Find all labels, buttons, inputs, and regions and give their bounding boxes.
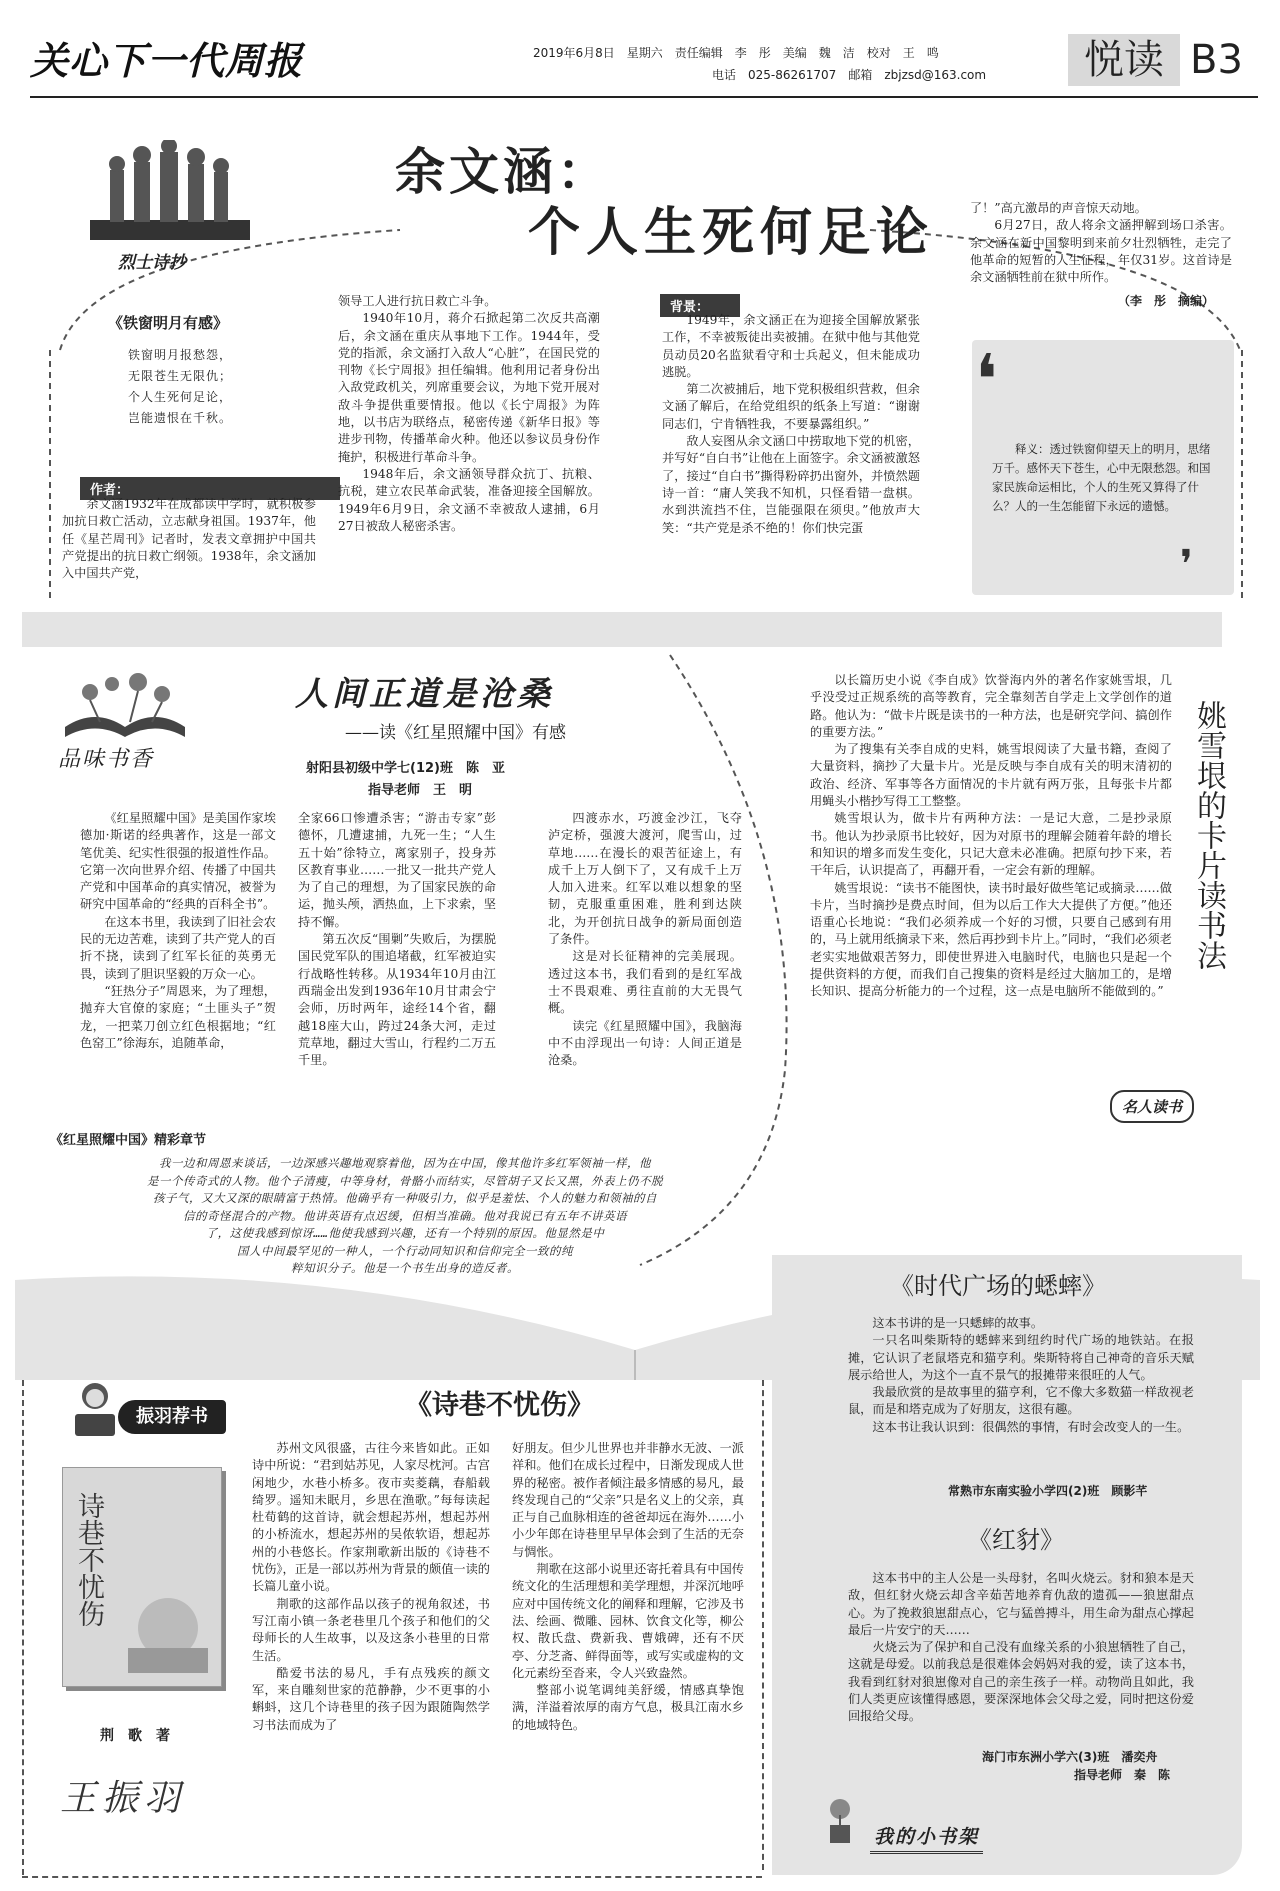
middle-headline: 人间正道是沧桑	[295, 674, 554, 713]
poem-body	[100, 345, 260, 429]
date-line: 2019年6月8日 星期六 责任编辑 李 彤 美编 魏 洁 校对 王 鸣	[533, 46, 939, 60]
excerpt-line: 国人中间最罕见的一种人，一个行动同知识和信仰完全一致的纯	[237, 1243, 573, 1258]
paragraph: “狂热分子”周恩来，为了理想，抛弃大官僚的家庭；“土匪头子”贺龙，一把菜刀创立红色根据地；“红色窑工”徐海东，追随革命，	[80, 983, 276, 1050]
poem-line: 岂能遗恨在千秋。	[127, 411, 232, 425]
paragraph: 以长篇历史小说《李自成》饮誉海内外的著名作家姚雪垠，几乎没受过正规系统的高等教育，完全靠刻苦自学走上文学创作的道路。他认为：“做卡片既是读书的一种方法，也是研究学问、搞创作的重要方法。”	[810, 673, 1172, 739]
paragraph: 四渡赤水，巧渡金沙江，飞夺泸定桥，强渡大渡河，爬雪山，过草地……在漫长的艰苦征途上，有成千上万人倒下了，又有成千上万人加入进来。红军以难以想象的坚韧，克服重重困难，胜利到达陕北，为开创抗日战争的新局面创造了条件。	[548, 811, 742, 947]
my-bookshelf-label: 我的小书架	[870, 1822, 983, 1854]
excerpt-text	[60, 1155, 750, 1278]
plant-illustration	[820, 1795, 860, 1845]
column-label-reading: 品味书香	[58, 747, 155, 772]
poem-line: 无限苍生无限仇；	[127, 369, 232, 383]
excerpt-line: 了，这使我感到惊讶……他使我感到兴趣，还有一个特别的原因。他显然是中	[205, 1226, 605, 1240]
excerpt-line: 孩子气，又大又深的眼睛富于热情。他确乎有一种吸引力，似乎是羞怯、个人的魅力和领袖的自	[153, 1191, 657, 1205]
paragraph: 好朋友。但少儿世界也并非静水无波、一派祥和。他们在成长过程中，日渐发现成人世界的秘密。被作者倾注最多情感的易凡，最终发现自己的“父亲”只是名义上的父亲，真正与自己血脉相连的爸爸却远在海外……小小少年郎在诗巷里早早体会到了生活的无奈与惆怅。	[512, 1441, 744, 1559]
excerpt-line: 是一个传奇式的人物。他个子清瘦，中等身材，骨骼小而结实，尽管胡子又长又黑，外表上仍不脱	[147, 1173, 663, 1188]
paragraph: 第五次反“围剿”失败后，为摆脱国民党军队的围追堵截，红军被迫实行战略性转移。从1934年10月由江西瑞金出发到1936年10月甘肃会宁会师，历时两年，途经14个省，翻越18座大山，跨过24条大河，走过荒草地，翻过大雪山，行程约二万五千里。	[298, 932, 496, 1068]
book1-credit: 常熟市东南实验小学四(2)班 顾影芊	[948, 1484, 1148, 1498]
bottom-headline: 《诗巷不忧伤》	[405, 1390, 594, 1421]
bottom-col2	[512, 1440, 744, 1734]
excerpt-line: 粹知识分子。他是一个书生出身的造反者。	[291, 1261, 519, 1275]
author-text	[62, 496, 316, 582]
book2-title: 《红豺》	[968, 1526, 1064, 1554]
paragraph: 领导工人进行抗日救亡斗争。	[338, 294, 497, 308]
paragraph: 姚雪垠认为，做卡片有两种方法：一是记大意，二是抄录原书。他认为抄录原书比较好，因为对原书的理解会随着年龄的增长和知识的增多而发生变化，只记大意未必准确。把原句抄下来，若干年后，认识提高了，再翻开看，一定会有新的理解。	[810, 811, 1172, 878]
reader-girl-illustration	[65, 1380, 125, 1440]
book2-teacher: 指导老师 秦 陈	[1074, 1768, 1171, 1782]
teacher-line: 指导老师 王 明	[368, 783, 473, 798]
book-author: 荆 歌 著	[100, 1728, 170, 1744]
excerpt-line: 信的奇怪混合的产物。他讲英语有点迟缓，但相当准确。他对我说已有五年不讲英语	[183, 1208, 627, 1223]
author-paragraph: 余文涵1932年在成都读中学时，就积极参加抗日救亡活动，立志献身祖国。1937年，他任《星芒周刊》记者时，发表文章拥护中国共产党提出的抗日救亡纲领。1938年，余文涵加入中国共产党，	[62, 497, 316, 581]
paragraph: 酷爱书法的易凡，手有点残疾的颜文军，来自雕刻世家的范静静，少不更事的小蝌蚪，这几个诗巷里的孩子因为跟随陶然学习书法而成为了	[252, 1665, 490, 1732]
book-illustration	[60, 672, 190, 742]
page-number: B3	[1190, 37, 1243, 83]
paragraph: 了！”高亢激昂的声音惊天动地。	[970, 201, 1147, 215]
contact-line: 电话 025-86261707 邮箱 zbjzsd@163.com	[712, 68, 987, 82]
paragraph: 读完《红星照耀中国》，我脑海中不由浮现出一句诗：人间正道是沧桑。	[548, 1018, 742, 1068]
poem-line: 铁窗明月报愁怨，	[127, 348, 232, 362]
paragraph: 6月27日，敌人将余文涵押解到场口杀害。余文涵在新中国黎明到来前夕壮烈牺牲，走完了他革命的短暂的人生征程，年仅31岁。这首诗是余文涵牺牲前在狱中所作。	[970, 218, 1232, 285]
column-label-recommend: 振羽荐书	[118, 1400, 226, 1434]
poem-title: 《铁窗明月有感》	[108, 314, 229, 332]
section-name: 悦读	[1068, 34, 1180, 86]
masthead-rule	[30, 96, 1258, 98]
paragraph: 全家66口惨遭杀害；“游击专家”彭德怀，几遭逮捕，九死一生；“人生五十始”徐特立，离家别子，投身苏区教育事业……一批又一批共产党人为了自己的理想，为了国家民族的命运，抛头颅，洒热血，上下求索，坚持不懈。	[298, 811, 496, 929]
middle-right-article	[810, 672, 1172, 1001]
open-quote-icon: ❛	[975, 339, 998, 421]
bottom-col1	[252, 1440, 490, 1734]
middle-subtitle: ——读《红星照耀中国》有感	[345, 723, 566, 743]
paragraph: 这本书讲的是一只蟋蟀的故事。	[872, 1316, 1044, 1330]
famous-reading-label: 名人读书	[1110, 1090, 1194, 1123]
excerpt-line: 我一边和周恩来谈话，一边深感兴趣地观察着他，因为在中国，像其他许多红军领袖一样，他	[159, 1156, 651, 1170]
paragraph: 火烧云为了保护和自己没有血缘关系的小狼崽牺牲了自己，这就是母爱。以前我总是很难体会妈妈对我的爱，读了这本书，我看到红豺对狼崽像对自己的亲生孩子一样。动物尚且如此，我们人类更应该懂得感恩，要深深地体会父母之爱，同时把这份爱回报给父母。	[848, 1640, 1194, 1724]
middle-col1	[80, 810, 276, 1052]
paragraph: 我最欣赏的是故事里的猫亨利，它不像大多数猫一样敌视老鼠，而是和塔克成为了好朋友，这很有趣。	[848, 1385, 1194, 1417]
paragraph: 1940年10月，蒋介石掀起第二次反共高潮后，余文涵在重庆从事地下工作。1944年，受党的指派，余文涵打入敌人“心脏”，在国民党的刊物《长宁周报》担任编辑。他利用记者身份出入敌党政机关，列席重要会议，为地下党开展对敌斗争提供重要情报。他以《长宁周报》为阵地，以书店为联络点，秘密传递《新华日报》等进步刊物，传播革命火种。他还以参议员身份作掩护，积极进行革命斗争。	[338, 311, 600, 464]
book1-title: 《时代广场的蟋蟀》	[890, 1272, 1106, 1300]
newspaper-logo: 关心下一代周报	[30, 38, 304, 83]
middle-col2	[298, 810, 496, 1069]
paragraph: 姚雪垠说：“读书不能图快，读书时最好做些笔记或摘录……做卡片，当时摘抄是费点时间，但为以后工作大大提供了方便。”他还语重心长地说：“我们必须养成一个好的习惯，只要自己感到有用的，马上就用纸摘录下来，然后再抄到卡片上。”同时，“我们必须老老实实地做艰苦努力，即使世界进入电脑时代，电脑也只是起一个提供资料的方便，而我们自己搜集的资料是经过大脑加工的，是增长知识、提高分析能力的一个过程，这一点是电脑所不能做到的。”	[810, 880, 1172, 999]
bottom-left-frame	[22, 1380, 24, 1875]
paragraph: 这是对长征精神的完美展现。透过这本书，我们看到的是红军战士不畏艰难、勇往直前的大无畏气概。	[548, 949, 742, 1016]
paragraph: 1949年，余文涵正在为迎接全国解放紧张工作，不幸被叛徒出卖被捕。在狱中他与其他党员动员20名监狱看守和士兵起义，但未能成功逃脱。	[662, 313, 920, 379]
paragraph: 这本书让我认识到：很偶然的事情，有时会改变人的一生。	[872, 1419, 1190, 1434]
excerpt-title: 《红星照耀中国》精彩章节	[50, 1133, 207, 1148]
school-line: 射阳县初级中学七(12)班 陈 亚	[306, 761, 505, 776]
author-tag: 作者：	[80, 477, 340, 500]
paragraph: 苏州文风很盛，古往今来皆如此。正如诗中所说：“君到姑苏见，人家尽枕河。古宫闲地少，水巷小桥多。夜市卖菱藕，春船载绮罗。遥知未眠月，乡思在渔歌。”每每读起杜荀鹤的这首诗，就会想起苏州，想起苏州的小桥流水，想起苏州的吴侬软语，想起苏州的小巷悠长。作家荆歌新出版的《诗巷不忧伤》，正是一部以苏州为背景的颇值一读的长篇儿童小说。	[252, 1441, 490, 1594]
paragraph: 《红星照耀中国》是美国作家埃德加·斯诺的经典著作，这是一部文笔优美、纪实性很强的报道性作品。它第一次向世界介绍、传播了中国共产党和中国革命的真实情况，被誉为研究中国革命的“经典的百科全书”。	[80, 811, 276, 912]
paragraph: 整部小说笔调纯美舒缓，情感真挚饱满，洋溢着浓厚的南方气息，极具江南水乡的地域特色。	[512, 1683, 744, 1732]
book2-text	[848, 1570, 1194, 1726]
note-text: 释义：透过铁窗仰望天上的明月，思绪万千。感怀天下苍生，心中无限愁怨。和国家民族命运相比，个人的生死又算得了什么？人的一生怎能留下永远的遗憾。	[992, 442, 1211, 513]
paragraph: 这本书中的主人公是一头母豺，名叫火烧云。豺和狼本是天敌，但红豺火烧云却含辛茹苦地养育仇敌的遗孤——狼崽甜点心。为了挽救狼崽甜点心，它与猛兽搏斗，用生命为甜点心撑起最后一片安宁的天……	[848, 1571, 1194, 1637]
paragraph: 敌人妄图从余文涵口中捞取地下党的机密，并写好“自白书”让他在上面签字。余文涵被激怒了，接过“自白书”撕得粉碎扔出窗外，并愤然题诗一首：“庸人笑我不知机，只怪看错一盘棋。水到洪流挡不住，岂能强限在须臾。”他放声大笑：“共产党是杀不绝的！你们快完蛋	[662, 434, 920, 535]
bottom-frame-line	[22, 1876, 762, 1878]
book-cover-title: 诗巷不忧伤	[73, 1492, 104, 1627]
paragraph: 荆歌的这部作品以孩子的视角叙述，书写江南小镇一条老巷里几个孩子和他们的父母师长的人生故事，以及这条小巷里的日常生活。	[252, 1596, 490, 1663]
editor-credit: （李 彤 摘编）	[1118, 294, 1215, 308]
book2-credit: 海门市东洲小学六(3)班 潘奕舟	[982, 1750, 1158, 1764]
top-col2	[338, 293, 600, 535]
statue-illustration	[90, 140, 250, 240]
paragraph: 1948年后，余文涵领导群众抗丁、抗粮、抗税，建立农民革命武装，准备迎接全国解放。1949年6月9日，余文涵不幸被敌人逮捕，6月27日被敌人秘密杀害。	[338, 466, 600, 533]
paragraph: 为了搜集有关李自成的史料，姚雪垠阅读了大量书籍，查阅了大量资料，摘抄了大量卡片。光是反映与李自成有关的明末清初的政治、经济、军事等各方面情况的卡片就有两万张，且每张卡片都用蝇头小楷抄写得工工整整。	[810, 742, 1172, 809]
close-quote-icon: ❜	[1180, 542, 1193, 588]
paragraph: 荆歌在这部小说里还寄托着具有中国传统文化的生活理想和美学理想，并深沉地呼应对中国传统文化的阐释和理解，它涉及书法、绘画、微雕、园林、饮食文化等，柳公权、散氏盘、费新我、曹娥碑，还有不厌亭、分芝斋、鲜得面等，或写实或虚构的文化元素纷至沓来，令人兴致盎然。	[512, 1562, 744, 1680]
poem-line: 个人生死何足论，	[127, 390, 232, 404]
section-separator-top	[22, 612, 1222, 647]
signature: 王振羽	[60, 1778, 187, 1819]
book-cover	[62, 1467, 222, 1687]
bottom-vertical-divider	[762, 1380, 764, 1870]
top-headline-line2: 个人生死何足论	[528, 203, 935, 263]
paragraph: 第二次被捕后，地下党积极组织营救，但余文涵了解后，在给党组织的纸条上写道：“谢谢同志们，宁肯牺牲我，不要暴露组织。”	[662, 382, 920, 431]
right-vertical-title: 姚雪垠的卡片读书法	[1191, 700, 1226, 970]
column-label-martyr-poems: 烈士诗抄	[118, 253, 186, 273]
masthead	[0, 0, 1280, 100]
paragraph: 一只名叫柴斯特的蟋蟀来到纽约时代广场的地铁站。在报摊，它认识了老鼠塔克和猫亨利。柴斯特将自己神奇的音乐天赋展示给世人，为这个一直不景气的报摊带来很旺的人气。	[848, 1333, 1194, 1382]
paragraph: 在这本书里，我读到了旧社会农民的无边苦难，读到了共产党人的百折不挠，读到了红军长征的英勇无畏，读到了胆识坚毅的万众一心。	[80, 914, 276, 981]
top-col3	[662, 312, 920, 537]
book1-text	[848, 1315, 1194, 1436]
top-col4	[970, 200, 1232, 286]
book-cover-art	[123, 1588, 213, 1678]
top-headline-line1: 余文涵：	[395, 143, 611, 201]
background-tag: 背景：	[660, 294, 740, 317]
